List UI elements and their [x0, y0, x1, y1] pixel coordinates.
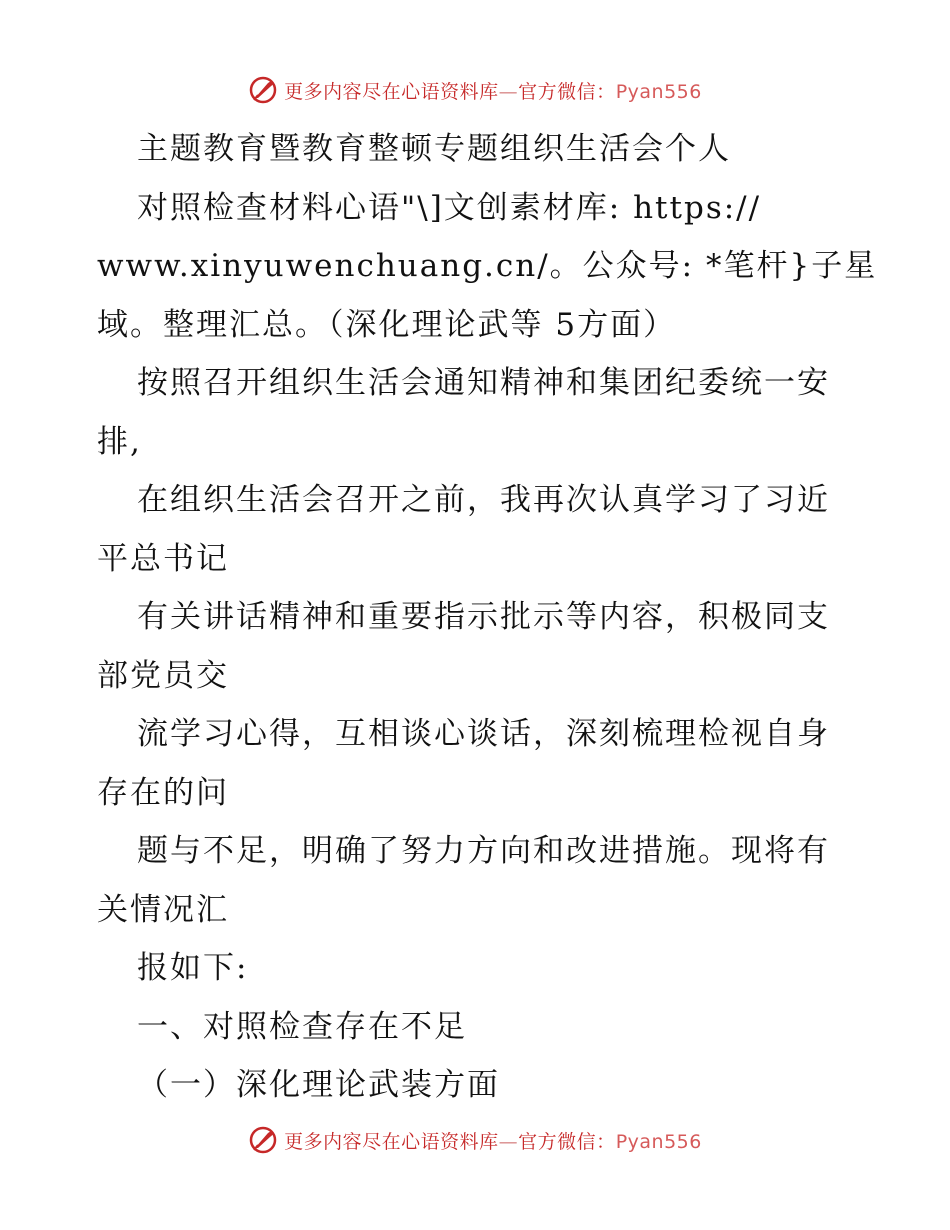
- footer-banner-separator: —: [498, 1130, 519, 1153]
- quill-pen-logo-icon: [248, 1125, 278, 1155]
- doc-paragraph-line: 按照召开组织生活会通知精神和集团纪委统一安: [137, 365, 830, 401]
- footer-banner: [0, 1120, 950, 1160]
- header-banner-handle: Pyan556: [615, 80, 702, 103]
- doc-title-line-3: www.xinyuwenchuang.cn/。公众号: *笔杆}子星: [97, 248, 878, 284]
- doc-paragraph-line: 部党员交: [97, 657, 229, 694]
- doc-paragraph-line: 题与不足，明确了努力方向和改进措施。现将有: [137, 833, 830, 869]
- doc-paragraph-line: 存在的问: [97, 774, 229, 811]
- header-banner-sub: 官方微信：: [518, 80, 616, 103]
- section-heading: 一、对照检查存在不足: [137, 1008, 467, 1045]
- doc-paragraph-line: 在组织生活会召开之前，我再次认真学习了习近: [137, 482, 830, 518]
- doc-paragraph-line: 关情况汇: [97, 891, 229, 928]
- footer-banner-sub: 官方微信：: [518, 1130, 616, 1153]
- footer-banner-main: 更多内容尽在心语资料库: [284, 1130, 499, 1153]
- header-banner: [0, 70, 950, 110]
- subsection-heading: （一）深化理论武装方面: [137, 1067, 500, 1103]
- doc-paragraph-line: 有关讲话精神和重要指示批示等内容，积极同支: [137, 599, 830, 635]
- doc-paragraph-line: 报如下:: [137, 950, 249, 986]
- doc-title-line-1: 主题教育暨教育整顿专题组织生活会个人: [137, 131, 731, 167]
- doc-title-line-2: 对照检查材料心语"\]文创素材库: https://: [137, 189, 762, 226]
- footer-banner-text: [284, 1127, 702, 1154]
- header-banner-text: [284, 77, 702, 104]
- header-banner-separator: —: [498, 80, 519, 103]
- quill-pen-logo-icon: [248, 75, 278, 105]
- footer-banner-handle: Pyan556: [615, 1130, 702, 1153]
- doc-paragraph-line: 排,: [97, 423, 142, 460]
- document-body: [97, 120, 878, 1115]
- doc-paragraph-line: 流学习心得，互相谈心谈话，深刻梳理检视自身: [137, 716, 830, 752]
- doc-paragraph-line: 平总书记: [97, 540, 229, 577]
- header-banner-main: 更多内容尽在心语资料库: [284, 80, 499, 103]
- doc-title-line-4: 域。整理汇总。（深化理论武等 5方面）: [97, 306, 677, 343]
